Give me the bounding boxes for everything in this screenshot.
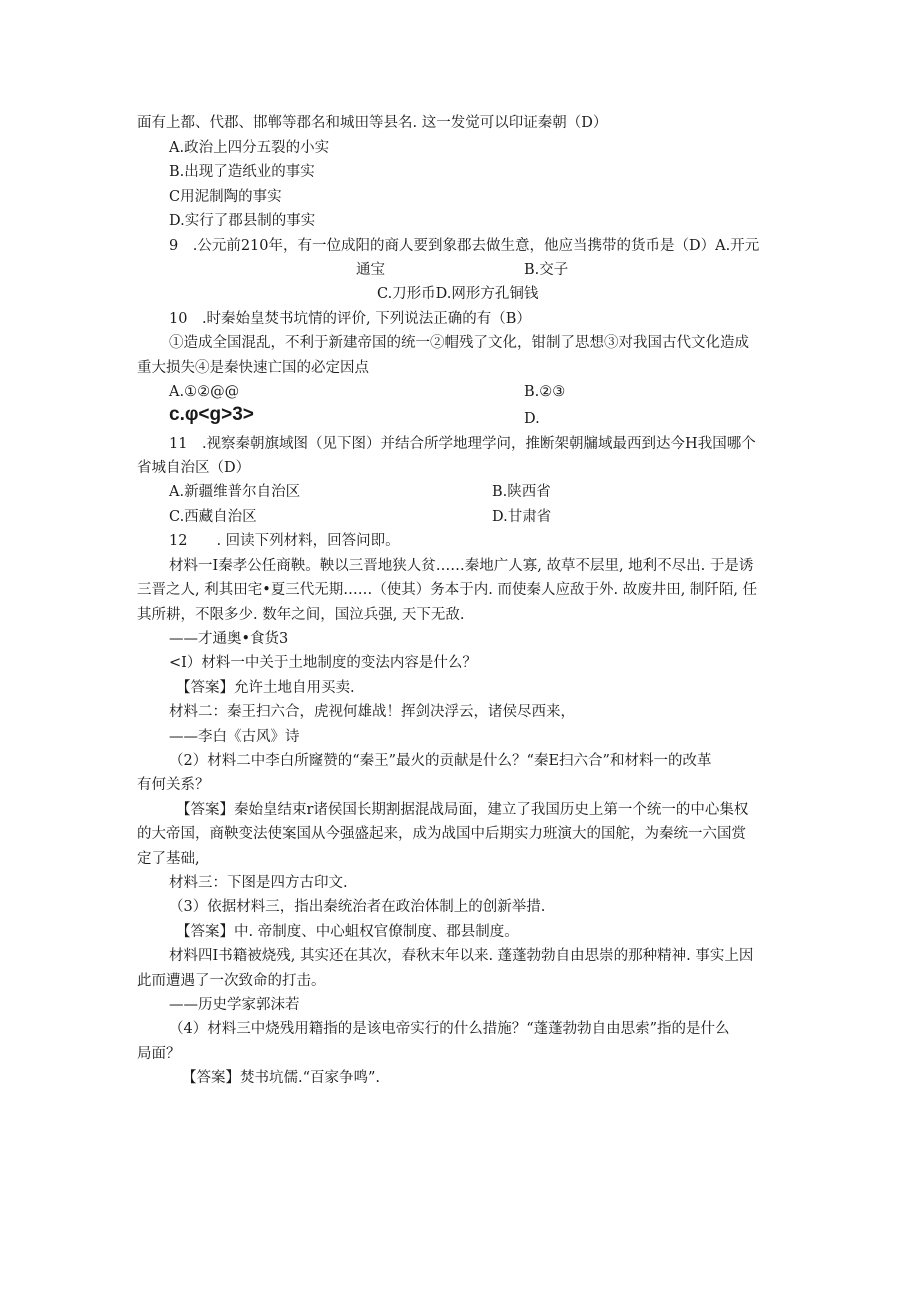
q12-question2-line2: 有何关系？ [137,777,210,793]
q12-question3: （3）依据材料三，指出秦统治者在政治体制上的创新举措. [169,899,546,915]
q11-stem-line2: 省城自治区（D） [137,460,251,476]
q10-option-b: B.②③ [524,384,566,400]
q11-option-a: A.新疆维普尔自治区 [169,484,301,500]
q12-material4-line2: 此而遭遇了一次致命的打击。 [137,973,326,989]
q12-answer2-line2: 的大帝国，商鞅变法使案国从今强盛起来，成为战国中后期实力班演大的国舵，为秦统一六国赏 [137,826,746,842]
q11-option-b: B.陕西省 [492,484,551,500]
q9-stem: 9 .公元前210年，有一位成阳的商人要到象郡去做生意，他应当携带的货币是（D）A.开元 [169,238,760,254]
q12-material2: 材料二：秦王扫六合，虎视何雄战！挥剑决浮云，诸侯尽西来， [169,704,575,720]
q12-answer2-line1: 【答案】秦始皇结束r诸侯国长期割据混战局面，建立了我国历史上第一个统一的中心集权 [176,802,749,818]
q12-material3: 材料三：下图是四方古印文. [169,875,348,891]
q9-option-a-cont: 通宝 [356,262,385,278]
q12-material1-line3: 其所耕，不限多少. 数年之间，国泣兵强, 天下无敌. [137,607,465,623]
q8-option-d: D.实行了郡县制的事实 [169,213,316,229]
q12-material4-line1: 材料四I书籍被烧残, 其实还在其次，春秋末年以来. 蓬蓬勃勃自由思崇的那种精神. 事实上因 [169,948,754,964]
q10-stem: 10 .时秦始皇焚书坑情的评价, 下列说法正确的有（B） [169,311,531,327]
q12-stem: 12 . 回读下列材料，回答问即。 [169,533,400,549]
q12-answer3: 【答案】中. 帝制度、中心蛆权官僚制度、郡县制度。 [176,924,519,940]
q10-option-d: D. [524,411,540,427]
q12-answer1: 【答案】允许土地自用买卖. [176,680,355,696]
q12-answer2-line3: 定了基础, [137,851,200,867]
q12-question1: <I）材料一中关于土地制度的变法内容是什么？ [169,655,477,671]
q12-material1-line1: 材料一I秦孝公任商鞅。鞅以三晋地狭人贫……秦地广人寡, 故草不层里, 地利不尽出. 于是诱 [169,558,754,574]
q12-material2-source: ——李白《古风》诗 [169,729,300,745]
q12-material4-source: ——历史学家郭沫若 [169,997,300,1013]
q8-stem-end: 面有上都、代郡、邯郸等郡名和城田等县名. 这一发觉可以印证秦朝（D） [137,115,608,131]
q8-option-a: A.政治上四分五裂的小实 [169,140,330,156]
q11-option-c: C.西藏自治区 [169,509,257,525]
q12-answer4: 【答案】焚书坑儒.“百家争鸣”. [182,1070,381,1086]
q8-option-b: B.出现了造纸业的事实 [169,164,315,180]
q12-material1-line2: 三晋之人, 利其田宅•夏三代无期……（使其）务本于内. 而使秦人应敌于外. 故废井田, 制阡陌, 任 [137,582,758,598]
q9-option-cd: C.刀形币D.网形方孔铜钱 [377,286,539,302]
q10-option-c: c.φ<g>3> [169,404,254,425]
q11-option-d: D.甘肃省 [492,509,552,525]
q9-option-b: B.交子 [524,262,569,278]
q10-items-line1: ①造成全国混乱，不利于新建帝国的统一②帽残了文化，钳制了思想③对我国古代文化造成 [169,335,749,351]
q12-material1-source: ——才通奥•食货3 [169,631,289,647]
q12-question2-line1: （2）材料二中李白所窿赞的“秦王”最火的贡献是什么？“秦E扫六合”和材料一的改革 [169,753,712,769]
q12-question4-line2: 局面？ [137,1046,181,1062]
q12-question4-line1: （4）材料三中烧残用籍指的是该电帝实行的什么措施？“蓬蓬勃勃自由思索”指的是什么 [169,1021,730,1037]
q11-stem-line1: 11 .视察秦朝旗域图（见下图）并结合所学地理学问，推断架朝牖域最西到达今H我国哪个 [169,436,756,452]
q8-option-c: C用泥制陶的事实 [169,189,282,205]
q10-option-a: A.①②@@ [169,384,240,400]
q10-items-line2: 重大损失④是秦快速亡国的必定因点 [137,360,369,376]
